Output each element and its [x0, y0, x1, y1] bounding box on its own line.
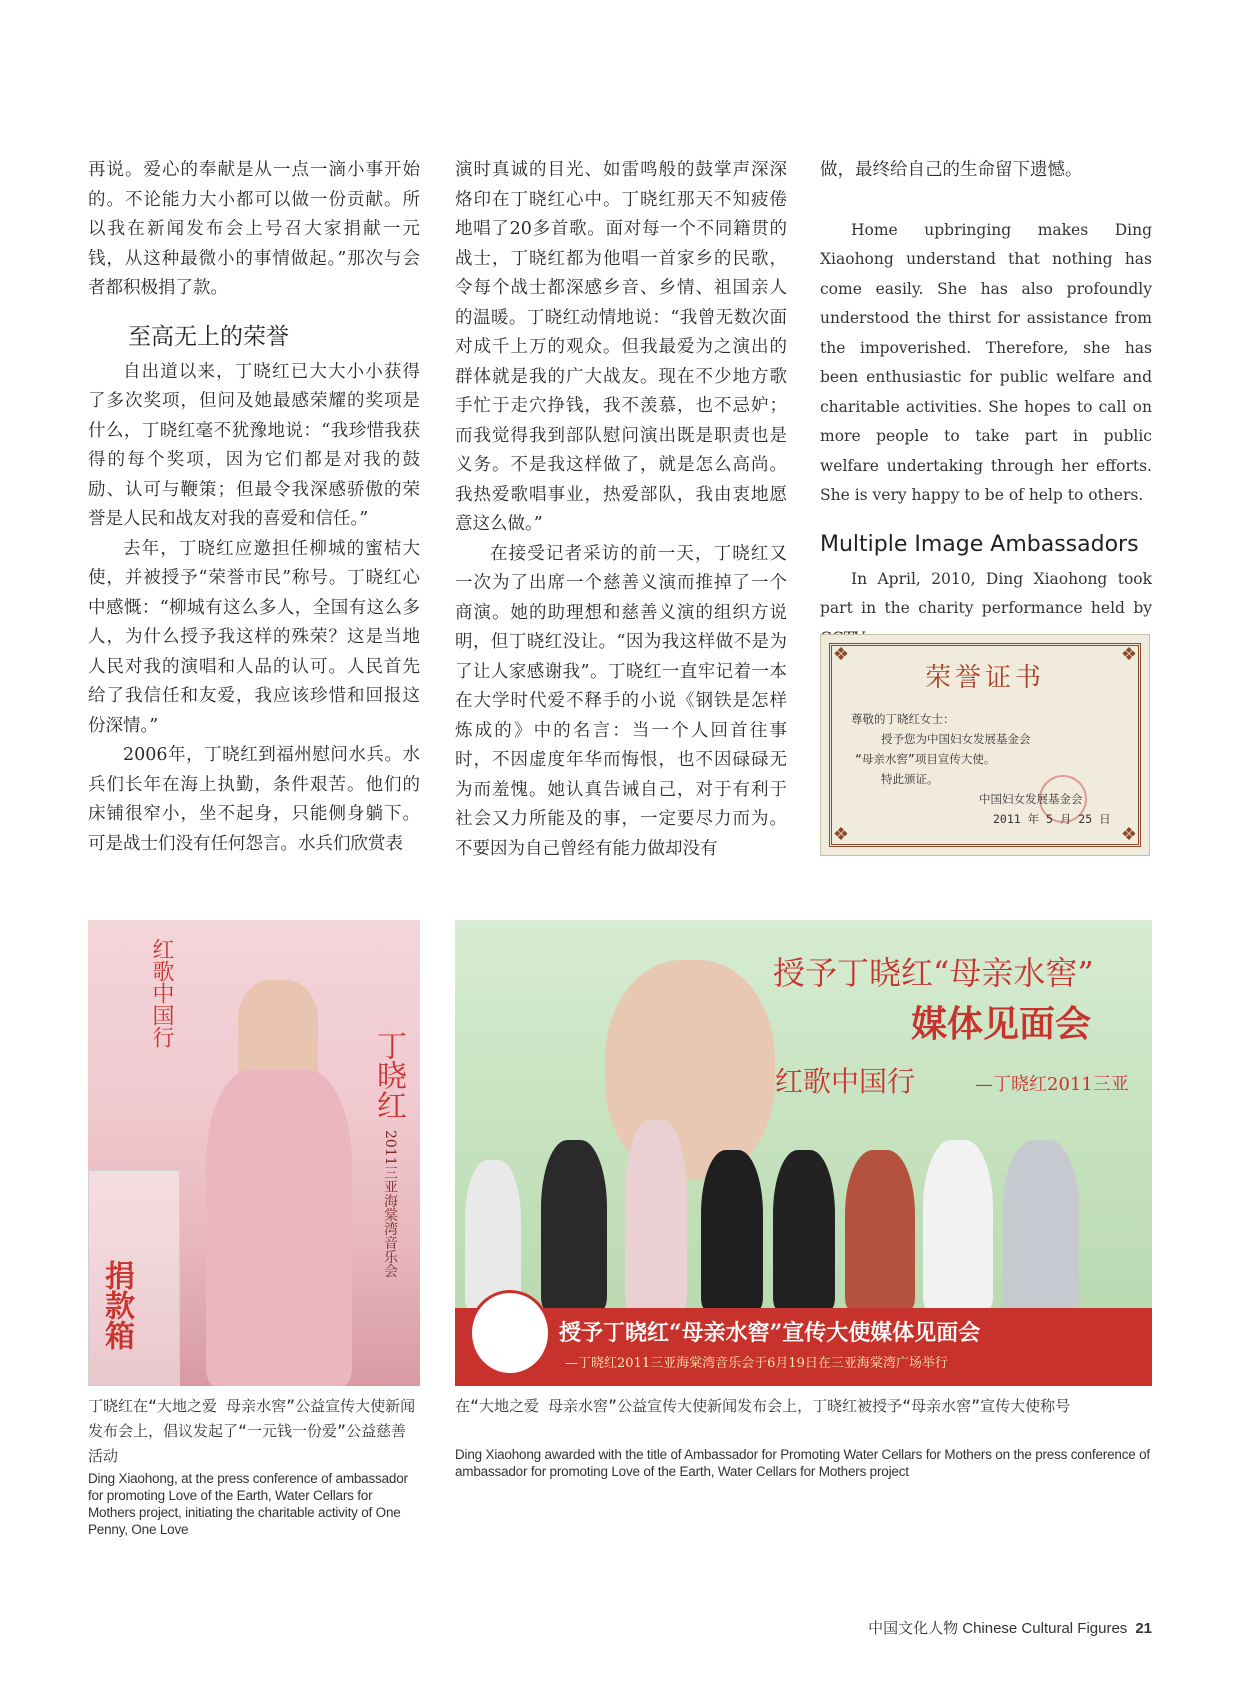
- banner-title-line2: 媒体见面会: [911, 1003, 1092, 1045]
- photo-left-poster-title: 红歌中国行: [149, 938, 174, 1048]
- photo-donation: [88, 920, 420, 1386]
- col1-paragraph-3: 去年，丁晓红应邀担任柳城的蜜桔大使，并被授予“荣誉市民”称号。丁晓红心中感慨：“柳城有这么多人，全国有这么多人，为什么授予我这样的殊荣？这是当地人民对我的演唱和人品的认可。人民首先给了我信任和友爱，我应该珍惜和回报这份深情。”: [88, 538, 420, 736]
- col1-paragraph-2: 自出道以来，丁晓红已大大小小获得了多次奖项，但问及她最感荣耀的奖项是什么，丁晓红毫不犹豫地说：“我珍惜我获得的每个奖项，因为它们都是对我的鼓励、认可与鞭策；但最令我深感骄傲的荣誉是人民和战友对我的喜爱和信任。”: [88, 361, 420, 529]
- photo-left-poster-event: 2011三亚海棠湾音乐会: [382, 1130, 398, 1278]
- column-1: [88, 156, 420, 859]
- singer-face: [238, 980, 318, 1080]
- banner-title-line3b: —丁晓红2011三亚: [975, 1074, 1129, 1095]
- caption-right-chinese: 在“大地之爱 母亲水窖”公益宣传大使新闻发布会上，丁晓红被授予“母亲水窖”宣传大使称号: [455, 1397, 1071, 1415]
- banner-title-line3: 红歌中国行: [775, 1065, 916, 1098]
- photo-left-poster-name: 丁晓红: [371, 1030, 406, 1120]
- honor-certificate-image: [820, 634, 1150, 856]
- certificate-issuer: 中国妇女发展基金会: [979, 792, 1083, 806]
- col1-paragraph-4: 2006年，丁晓红到福州慰问水兵。水兵们长年在海上执勤，条件艰苦。他们的床铺很窄小，坐不起身，只能侧身躺下。可是战士们没有任何怨言。水兵们欣赏表: [88, 745, 420, 854]
- col3-paragraph-1: 做，最终给自己的生命留下遗憾。: [820, 160, 1083, 180]
- singer-dress: [206, 1070, 352, 1386]
- bottom-banner-title: 授予丁晓红“母亲水窖”宣传大使媒体见面会: [559, 1320, 981, 1346]
- donation-box-label: 捐款箱: [99, 1260, 134, 1350]
- col3-english-paragraph-2: In April, 2010, Ding Xiaohong took part in the charity performance held by: [820, 569, 1152, 617]
- corner-ornament-icon: ❖: [1120, 824, 1138, 845]
- banner-title-line1: 授予丁晓红“母亲水窖”: [773, 954, 1094, 992]
- column-2: [455, 156, 787, 864]
- certificate-title: 荣誉证书: [924, 663, 1045, 693]
- bottom-banner-subtitle: —丁晓红2011三亚海棠湾音乐会于6月19日在三亚海棠湾广场举行: [565, 1356, 948, 1371]
- certificate-date: 2011 年 5 月 25 日: [993, 812, 1111, 826]
- col3-english-paragraph-1: Home upbringing makes Ding Xiaohong understand that nothing has come easily. She has also profoundly understood the thirst for assistance from the impoverished. Therefore, she has been enthusiastic for public welfare and charitable activities. She hopes to call on more people to take part in public welfare undertaking through her efforts. She is very happy to be of help to others.: [820, 220, 1152, 504]
- certificate-line: “母亲水窖”项目宣传大使。: [855, 752, 996, 766]
- spacer: [820, 186, 1152, 216]
- corner-ornament-icon: ❖: [1120, 644, 1138, 665]
- photo-press-conference: [455, 920, 1152, 1386]
- page-number: 21: [1135, 1620, 1152, 1637]
- certificate-line: 授予您为中国妇女发展基金会: [881, 732, 1031, 746]
- caption-left-english: Ding Xiaohong, at the press conference of ambassador for promoting Love of the Earth, Water Cellars for Mothers project, initiating the charitable activity of One Penny, One Love: [88, 1471, 408, 1537]
- corner-ornament-icon: ❖: [832, 824, 850, 845]
- col2-paragraph-1: 演时真诚的目光、如雷鸣般的鼓掌声深深烙印在丁晓红心中。丁晓红那天不知疲倦地唱了20多首歌。面对每一个不同籍贯的战士，丁晓红都为他唱一首家乡的民歌，令每个战士都深感乡音、乡情、祖国亲人的温暖。丁晓红动情地说：“我曾无数次面对成千上万的观众。但我最爱为之演出的群体就是我的广大战友。现在不少地方歌手忙于走穴挣钱，我不羡慕，也不忌妒；而我觉得我到部队慰问演出既是职责也是义务。不是我这样做了，就是怎么高尚。我热爱歌唱事业，热爱部队，我由衷地愿意这么做。”: [455, 160, 787, 534]
- event-logo: [459, 1280, 549, 1380]
- heart-logo-icon: [469, 1290, 551, 1376]
- col2-paragraph-2: 在接受记者采访的前一天，丁晓红又一次为了出席一个慈善义演而推掉了一个商演。她的助理想和慈善义演的组织方说明，但丁晓红没让。“因为我这样做不是为了让人家感谢我”。丁晓红一直牢记着一本在大学时代爱不释手的小说《钢铁是怎样炼成的》中的名言：当一个人回首往事时，不因虚度年华而悔恨，也不因碌碌无为而羞愧。她认真告诫自己，对于有利于社会又力所能及的事，一定要尽力而为。不要因为自己曾经有能力做却没有: [455, 543, 787, 859]
- certificate-salutation: 尊敬的丁晓红女士：: [851, 712, 955, 726]
- col1-paragraph-1: 再说。爱心的奉献是从一点一滴小事开始的。不论能力大小都可以做一份贡献。所以我在新闻发布会上号召大家捐献一元钱，从这种最微小的事情做起。”那次与会者都积极捐了款。: [88, 160, 420, 298]
- column-3: [820, 156, 1152, 653]
- section-heading-ambassadors: Multiple Image Ambassadors: [820, 531, 1139, 557]
- people-group: [455, 1140, 1152, 1300]
- caption-left-chinese: 丁晓红在“大地之爱 母亲水窖”公益宣传大使新闻发布会上，倡议发起了“一元钱一份爱”公益慈善活动: [88, 1397, 416, 1465]
- caption-right-english: Ding Xiaohong awarded with the title of Ambassador for Promoting Water Cellars for Mothers on the press conference of ambassador for promoting Love of the Earth, Water Cellars for Mothers project: [455, 1447, 1150, 1479]
- corner-ornament-icon: ❖: [832, 644, 850, 665]
- page-footer: [868, 1617, 1152, 1638]
- certificate-line: 特此颁证。: [881, 772, 939, 786]
- magazine-name: 中国文化人物 Chinese Cultural Figures: [868, 1620, 1128, 1637]
- section-heading-honor: 至高无上的荣誉: [128, 323, 289, 350]
